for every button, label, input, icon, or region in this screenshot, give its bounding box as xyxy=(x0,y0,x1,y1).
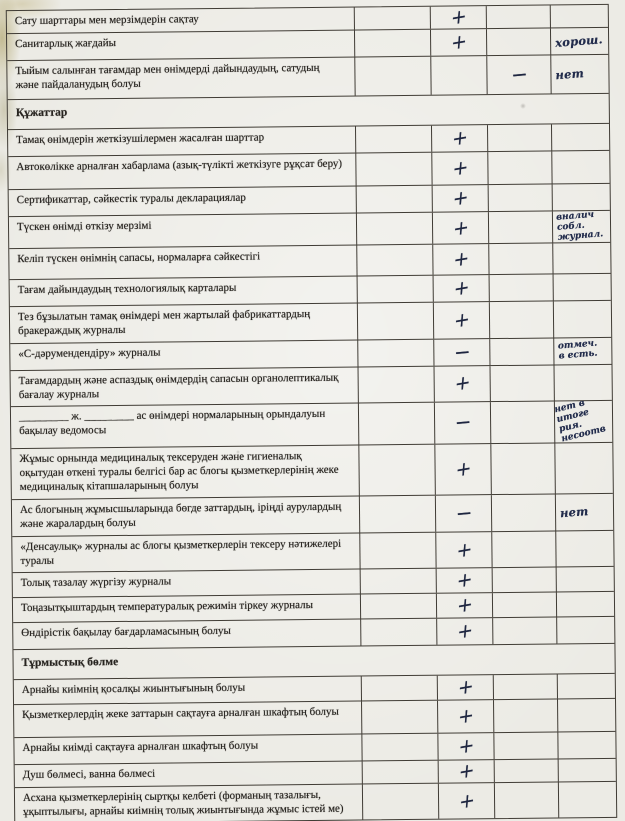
check-cell xyxy=(433,185,489,212)
check-cell xyxy=(361,569,437,594)
row-label: Тамақ өнімдерін жеткізушілермен жасалған шарттар xyxy=(8,126,356,156)
handwritten-note: нет в итоге рия. несоотв xyxy=(553,398,607,444)
plus-check-mark: + xyxy=(450,125,469,151)
row-label: Сертификаттар, сәйкестік туралы декларациялар xyxy=(9,186,357,216)
row-label: Тез бұзылатын тамақ өнімдері мен жартылай фабрикаттардың бракераждық журналы xyxy=(10,304,358,343)
row-label: Сату шарттары мен мерзімдерін сақтау xyxy=(7,8,355,34)
plus-check-mark: + xyxy=(457,788,476,814)
handwritten-note: отмеч. в есть. xyxy=(557,338,598,362)
plus-check-mark: + xyxy=(452,247,470,273)
check-cell xyxy=(436,495,492,532)
remarks-cell xyxy=(559,759,614,782)
plus-check-mark: + xyxy=(449,29,468,56)
check-cell xyxy=(358,339,434,366)
remarks-cell xyxy=(557,592,612,617)
remarks-cell xyxy=(553,184,608,211)
check-cell xyxy=(434,276,490,303)
plus-check-mark: + xyxy=(457,733,475,760)
row-label: «С-дәрумендендіру» журналы xyxy=(10,340,358,370)
check-cell xyxy=(355,7,431,30)
check-cell xyxy=(360,496,436,533)
row-label: Автокөлікке арналған хабарлама (азық-түлікті жеткізуге рұқсат беру) xyxy=(8,153,356,189)
remarks-cell xyxy=(557,617,612,644)
remarks-cell xyxy=(558,674,613,699)
row-label: Душ бөлмесі, ванна бөлмесі xyxy=(15,762,363,788)
check-cell xyxy=(489,211,553,243)
check-cell xyxy=(433,245,489,276)
row-label: Тоңазытқыштардың температуралық режимін тіркеу журналы xyxy=(13,595,361,623)
check-cell xyxy=(435,366,491,402)
check-cell xyxy=(356,152,432,185)
check-cell xyxy=(438,733,494,760)
check-cell xyxy=(487,28,551,55)
check-cell xyxy=(439,760,495,783)
handwritten-note: хорош. xyxy=(554,31,604,50)
remarks-cell xyxy=(554,301,609,337)
plus-check-mark: + xyxy=(451,215,470,241)
check-cell xyxy=(363,784,439,820)
check-cell xyxy=(433,212,489,244)
row-label: Ас блогының жұмысшыларында бөгде заттардың, іріңді аурулардың және жаралардың болуы xyxy=(12,497,360,537)
check-cell xyxy=(431,6,487,29)
plus-check-mark: + xyxy=(454,457,472,483)
row-label: Өндірістік бақылау бағдарламасының болуы xyxy=(13,620,361,650)
remarks-cell xyxy=(551,5,606,28)
remarks-cell xyxy=(553,211,608,243)
check-cell xyxy=(495,783,559,819)
check-cell xyxy=(487,55,551,94)
check-cell xyxy=(437,619,493,646)
check-cell xyxy=(488,151,552,184)
check-cell xyxy=(358,303,434,339)
section-title: Тұрмыстық бөлме xyxy=(21,656,119,670)
row-label: Арнайы киімді сақтауға арналған шкафтың болуы xyxy=(14,735,362,765)
remarks-cell xyxy=(558,699,613,732)
table-row xyxy=(10,301,611,343)
remarks-cell xyxy=(551,55,606,94)
table-row xyxy=(12,494,613,537)
plus-check-mark: + xyxy=(456,619,474,645)
remarks-cell xyxy=(553,243,608,274)
check-cell xyxy=(359,445,436,496)
check-cell xyxy=(493,593,557,618)
check-cell xyxy=(438,700,494,733)
row-label: Қызметкерлердің жеке заттарын сақтауға арналған шкафтың болуы xyxy=(14,702,362,738)
check-cell xyxy=(491,401,555,443)
check-cell xyxy=(363,761,439,784)
check-cell xyxy=(361,594,437,619)
check-cell xyxy=(431,29,487,56)
row-label: Түскен өнімді өткізу мерзімі xyxy=(9,213,357,248)
check-cell xyxy=(435,444,492,495)
check-cell xyxy=(357,245,433,276)
check-cell xyxy=(490,338,554,365)
check-cell xyxy=(359,402,435,444)
plus-check-mark: + xyxy=(452,307,471,334)
check-cell xyxy=(437,594,493,619)
dash-mark: — xyxy=(455,414,470,432)
check-cell xyxy=(492,495,556,532)
remarks-cell xyxy=(552,151,607,184)
check-cell xyxy=(494,675,558,700)
check-cell xyxy=(357,185,433,212)
check-cell xyxy=(494,700,558,733)
remarks-cell xyxy=(558,732,613,759)
check-cell xyxy=(489,184,553,211)
handwritten-note: нет xyxy=(554,65,585,82)
check-cell xyxy=(439,783,495,819)
plus-check-mark: + xyxy=(451,155,469,181)
check-cell xyxy=(495,760,559,783)
table-row xyxy=(7,55,608,100)
remarks-cell xyxy=(557,567,612,592)
check-cell xyxy=(493,568,557,593)
row-label: Санитарлық жағдайы xyxy=(7,31,355,61)
plus-check-mark: + xyxy=(456,703,475,730)
check-cell xyxy=(487,5,551,28)
check-cell xyxy=(355,57,431,96)
check-cell xyxy=(436,532,492,568)
check-cell xyxy=(432,152,488,185)
check-cell xyxy=(491,365,555,401)
check-cell xyxy=(431,56,487,95)
check-cell xyxy=(357,212,433,244)
check-cell xyxy=(355,30,431,57)
check-cell xyxy=(432,125,488,152)
check-cell xyxy=(435,402,491,444)
remarks-cell xyxy=(555,443,611,494)
row-label: Жұмыс орнында медициналық тексеруден және гигиеналық оқытудан өткені туралы белгісі бар ас блогы қызметкерлерінің жеке медициналық кітапшаларының болуы xyxy=(11,446,360,500)
table-row xyxy=(11,443,613,500)
remarks-cell xyxy=(554,274,609,301)
dash-mark: — xyxy=(456,505,471,523)
plus-check-mark: + xyxy=(451,185,469,211)
plus-check-mark: + xyxy=(453,370,471,397)
check-cell xyxy=(434,303,490,339)
row-label: «Денсаулық» журналы ас блогы қызметкерлерін тексеру нәтижелері туралы xyxy=(12,534,360,573)
row-label: Асхана қызметкерлерінің сыртқы келбеті (форманың тазалығы, ұқыптылығы, арнайы киімнің толық жиынтығында жұмыс істей ме) xyxy=(15,785,363,821)
check-cell xyxy=(490,302,554,338)
remarks-cell xyxy=(551,28,606,55)
row-label: Келіп түскен өнімнің сапасы, нормаларға сәйкестігі xyxy=(9,246,357,280)
check-cell xyxy=(356,125,432,152)
check-cell xyxy=(362,676,438,701)
dash-mark: — xyxy=(511,66,527,84)
check-cell xyxy=(438,675,494,700)
plus-check-mark: + xyxy=(455,593,474,619)
table-row xyxy=(11,398,612,450)
handwritten-note: нет xyxy=(559,503,589,521)
plus-check-mark: + xyxy=(457,758,475,785)
row-label: _________ ж. _________ ас өнімдері нормаларының орындалуын бақылау ведомосы xyxy=(11,403,359,448)
remarks-cell xyxy=(556,494,611,531)
check-cell xyxy=(359,366,435,402)
table-row xyxy=(12,531,613,573)
remarks-cell xyxy=(559,782,614,818)
plus-check-mark: + xyxy=(455,568,473,594)
dash-mark: — xyxy=(454,343,470,361)
plus-check-mark: + xyxy=(449,4,468,31)
check-cell xyxy=(434,339,490,366)
remarks-cell xyxy=(553,398,610,444)
check-cell xyxy=(362,701,438,734)
check-cell xyxy=(490,275,554,302)
checklist-table xyxy=(6,4,617,821)
row-label: Арнайы киімнің қосалқы жиынтығының болуы xyxy=(14,677,362,705)
plus-check-mark: + xyxy=(456,674,475,701)
check-cell xyxy=(360,533,436,569)
check-cell xyxy=(494,733,558,760)
check-cell xyxy=(493,618,557,645)
row-label: Тағам дайындаудың технологиялық карталары xyxy=(10,277,358,307)
check-cell xyxy=(488,124,552,151)
remarks-cell xyxy=(556,531,611,567)
check-cell xyxy=(362,734,438,761)
handwritten-note: вналич собл. журнал. xyxy=(555,209,604,243)
row-label: Тағамдардың және аспаздық өнімдердің сапасын органолептикалық бағалау журналы xyxy=(11,367,359,406)
check-cell xyxy=(491,444,556,495)
table-row xyxy=(11,364,612,406)
check-cell xyxy=(361,619,437,646)
remarks-cell xyxy=(554,337,609,364)
row-label: Тыйым салынған тағамдар мен өнімдерді дайындаудың, сатудың және пайдаланудың болуы xyxy=(7,58,355,100)
plus-check-mark: + xyxy=(455,537,473,563)
check-cell xyxy=(492,532,556,568)
section-title: Құжаттар xyxy=(15,106,68,120)
check-cell xyxy=(358,276,434,303)
check-cell xyxy=(489,244,553,275)
table-row xyxy=(15,782,616,821)
check-cell xyxy=(437,569,493,594)
plus-check-mark: + xyxy=(452,276,470,302)
row-label: Толық тазалау жүргізу журналы xyxy=(13,570,361,598)
remarks-cell xyxy=(552,124,607,151)
